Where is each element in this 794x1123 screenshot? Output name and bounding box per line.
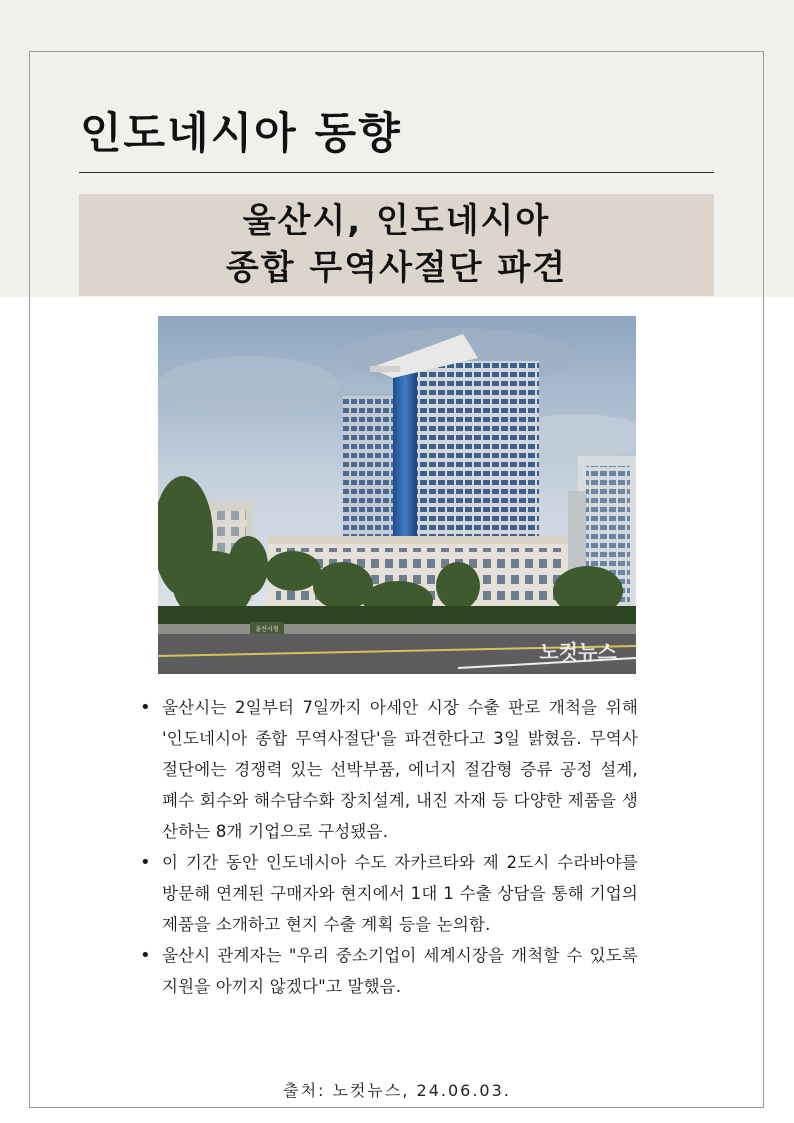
headline-line-1: 울산시, 인도네시아 — [242, 201, 551, 241]
city-hall-sign: 울산시청 — [255, 626, 279, 633]
bullet-item-3: • 울산시 관계자는 "우리 중소기업이 세계시장을 개척할 수 있도록 지원을 아끼지 않겠다"고 말했음. — [138, 940, 638, 1002]
bullet-item-2: • 이 기간 동안 인도네시아 수도 자카르타와 제 2도시 수라바야를 방문해 연계된 구매자와 현지에서 1대 1 수출 상담을 통해 기업의 제품을 소개하고 현지 수출 계획 등을 논의함. — [138, 847, 638, 940]
bullet-item-1: • 울산시는 2일부터 7일까지 아세안 시장 수출 판로 개척을 위해 '인도네시아 종합 무역사절단'을 파견한다고 3일 밝혔음. 무역사절단에는 경쟁력 있는 선박부품, 에너지 절감형 증류 공정 설계, 폐수 회수와 해수담수화 장치설계, 내진 자재 등 다양한 제품을 생산하는 8개 기업으로 구성됐음. — [138, 692, 638, 847]
source-citation: 출처: 노컷뉴스, 24.06.03. — [283, 1081, 511, 1100]
title-divider — [79, 172, 714, 173]
headline-line-2: 종합 무역사절단 파견 — [225, 248, 568, 288]
page-title: 인도네시아 동향 — [80, 109, 402, 159]
photo-watermark: 노컷뉴스 — [539, 640, 617, 664]
city-hall-photo — [158, 316, 636, 674]
headline-box — [79, 194, 714, 296]
bullet-list — [138, 692, 638, 1002]
